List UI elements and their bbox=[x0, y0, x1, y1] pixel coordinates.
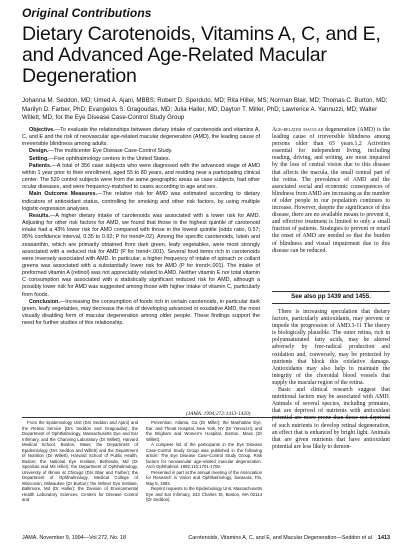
abstract-section-text: —The relative risk for AMD was estimated according to dietary indicators of antioxidant status, controlling for smoking and other risk factors, by using multiple logistic-regression analyses. bbox=[22, 191, 260, 212]
body-paragraph: There is increasing speculation that dietary factors, particularly antioxidants, may prevent or impede the progression of AMD.3-11 The theory is biologically plausible. The outer retina, rich in polyunsaturated fatty acids, may be altered adversely by free-radical production and oxidation and, conversely, may be protected by nutrients that block this oxidative damage. Antioxidants may also help to maintain the integrity of the choroidal blood vessels that supply the macular region of the retina. bbox=[272, 309, 390, 386]
abstract-section-text: —To evaluate the relationships between dietary intake of carotenoids and vitamins A, C, and E and the risk of neovascular age-related macular degeneration (AMD), the leading cause of irreversible blindness among adults. bbox=[22, 127, 260, 148]
article-title: Dietary Carotenoids, Vitamins A, C, and E, and Advanced Age-Related Macular Degeneration bbox=[22, 23, 381, 87]
abstract-section-label: Main Outcome Measures. bbox=[29, 191, 98, 198]
affiliations-right bbox=[146, 420, 262, 503]
page-footer bbox=[22, 535, 390, 541]
journal-citation: (JAMA. 1994;272:1413-1420) bbox=[186, 411, 251, 417]
abstract-paragraph bbox=[22, 127, 260, 148]
abstract-paragraph bbox=[22, 213, 260, 299]
affiliation-paragraph: From the Epidemiology Unit (Drs Seddon and Ajani) and the Retina Service (Drs Seddon and Gragoudas), the Department of Ophthalmology, Massachusetts Eye and Ear Infirmary, and the Channing Laboratory (Dr Willett), Harvard Medical School, Boston, Mass; the Department of Epidemiology (Drs Seddon and Willett) and the Department of Nutrition (Dr Willett), Harvard School of Public Health, Boston; the National Eye Institute, Bethesda, Md (Dr Sperduto and Ms Hiller); the Department of Ophthalmology, University of Illinois at Chicago (Drs Blair and Farber); the Department of Ophthalmology, Medical College of Wisconsin, Milwaukee (Dr Burton); the Wilmer Eye Institute, Baltimore, Md (Dr Haller); the Division of Environmental Health Laboratory Sciences, Centers for Disease Control and bbox=[22, 420, 138, 502]
abstract bbox=[22, 127, 260, 327]
body-paragraph: Basic and clinical research suggest that nutritional factors may be associated with AMD. Animals of several species, including primates, that are deprived of nutrients with antioxidant potential are more prone than those not deprived of such nutrients to develop retinal degeneration, an effect that is enhanced by bright light. Animals that are given nutrients that have antioxidant potential are less likely to demon- bbox=[272, 387, 390, 450]
body-lead-in: Age-related macular bbox=[272, 127, 324, 133]
abstract-section-label: Objective. bbox=[29, 127, 55, 133]
footer-journal: JAMA, November 9, 1994—Vol 272, No. 18 bbox=[22, 535, 126, 541]
abstract-section-label: Design. bbox=[29, 148, 49, 155]
abstract-section-text: —A higher dietary intake of carotenoids was associated with a lower risk for AMD. Adjusting for other risk factors for AMD, we found that those in the highest quintile of carotenoid intake had a 43% lower risk for AMD compared with those in the lowest quintile (odds ratio, 0.57; 95% confidence interval, 0.35 to 0.92; P for trend=.02). Among the specific carotenoids, lutein and zeaxanthin, which are primarily obtained from dark green, leafy vegetables, were most strongly associated with a reduced risk for AMD (P for trend<.001). Several food items rich in carotenoids were inversely associated with AMD. In particular, a higher frequency of intake of spinach or collard greens was associated with a substantially lower risk for AMD (P for trend<.001). The intake of preformed vitamin A (retinol) was not appreciably related to AMD. Neither vitamin E nor total vitamin C consumption was associated with a statistically significant reduced risk for AMD, although a possibly lower risk for AMD was suggested among those with higher intake of vitamin C, particularly from foods. bbox=[22, 212, 260, 298]
abstract-section-label: Setting. bbox=[29, 155, 49, 162]
body-intro-text: degeneration (AMD) is the leading cause of irreversible blindness among persons older than 65 years.1,2 Activities essential for independent living, including reading, driving, and writing, are most impaired by the loss of central vision due to this disease that affects the macula, the small central part of the retina. The prevalence of AMD and the associated social and economic consequences of blindness from AMD are increasing as the number of older people in our population continues to increase. However, despite the significance of this disease, there are no available means to prevent it, and effective treatment is limited to only a small fraction of patients. Strategies to prevent or retard the onset of AMD are needed so that the burden of blindness and visual impairment due to this disease can be reduced. bbox=[272, 127, 390, 254]
abstract-paragraph bbox=[22, 163, 260, 192]
affiliation-paragraph: Presented in part at the annual meeting of the Association for Research in Vision and Ophthalmology, Sarasota, Fla, May 5, 1993. bbox=[146, 469, 262, 486]
abstract-paragraph bbox=[22, 299, 260, 328]
footer-article-short-title: Carotenoids, Vitamins A, C, and E, and Macular Degeneration—Seddon et al bbox=[188, 535, 372, 541]
footer-running-head bbox=[188, 535, 390, 541]
see-also-note: See also pp 1439 and 1455. bbox=[291, 293, 371, 300]
abstract-section-label: Results. bbox=[29, 212, 50, 219]
abstract-section-text: —Increasing the consumption of foods rich in certain carotenoids, in particular dark green, leafy vegetables, may decrease the risk of developing advanced or exudative AMD, the most visually disabling form of macular degeneration among older people. These findings support the need for further studies of this relationship. bbox=[22, 298, 260, 327]
body-text-continued bbox=[272, 309, 390, 451]
author-list: Johanna M. Seddon, MD; Umed A. Ajani, MBBS; Robert D. Sperduto, MD; Rita Hiller, MS; Norman Blair, MD; Thomas C. Burton, MD; Marilyn D. Farber, PhD; Evangelos S. Gragoudas, MD; Julia Haller, MD; Dayton T. Miller, PhD; Lawrence A. Yannuzzi, MD; Walter Willett, MD; for the Eye Disease Case-Control Study Group bbox=[22, 97, 388, 121]
abstract-section-text: —Five ophthalmology centers in the United States. bbox=[48, 155, 171, 162]
affiliation-paragraph: Prevention, Atlanta, Ga (Dr Miller); the Manhattan Eye, Ear, and Throat Hospital, New York, NY (Dr Yannuzzi); and the Brigham and Women's Hospital, Boston, Mass (Dr Willett). bbox=[146, 420, 262, 442]
page-number: 1413 bbox=[378, 535, 390, 541]
affiliation-paragraph: A complete list of the participants in the Eye Disease Case-Control Study Group was published in the following article: The Eye Disease Case-Control Study Group. Risk factors for neovascular age-related macular degeneration. Arch Ophthalmol. 1992;110:1701-1708. bbox=[146, 442, 262, 469]
section-label: Original Contributions bbox=[22, 6, 152, 20]
abstract-paragraph bbox=[22, 148, 260, 155]
abstract-section-text: —A total of 356 case subjects who were diagnosed with the advanced stage of AMD within 1 year prior to their enrollment, aged 55 to 80 years, and residing near a participating clinical center. The 520 control subjects were from the same geographic areas as case subjects, had other ocular diseases, and were frequency-matched to cases according to age and sex. bbox=[22, 162, 260, 191]
affiliations-left bbox=[22, 420, 138, 503]
body-text-intro bbox=[272, 127, 390, 255]
see-also-rule-bottom bbox=[272, 303, 390, 304]
abstract-section-label: Patients. bbox=[29, 162, 52, 169]
abstract-section-text: —The multicenter Eye Disease Case-Control Study. bbox=[48, 148, 173, 155]
abstract-paragraph bbox=[22, 156, 260, 163]
affiliation-paragraph: Reprint requests to the Epidemiology Unit, Massachusetts Eye and Ear Infirmary, 243 Charles St, Boston, MA 02114 (Dr Seddon). bbox=[146, 486, 262, 502]
abstract-paragraph bbox=[22, 191, 260, 212]
abstract-section-label: Conclusion. bbox=[29, 298, 60, 305]
